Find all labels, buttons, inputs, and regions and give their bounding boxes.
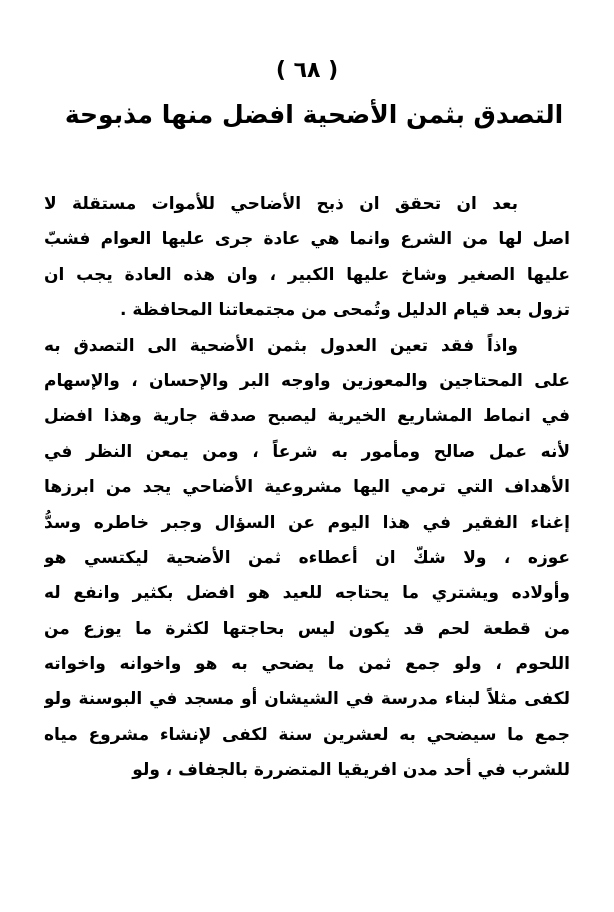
page-number: ( ٦٨ ) [275, 58, 339, 83]
text-line: عوزه ، ولا شكّ ان أعطاءه ثمن الأضحية ليكتسي هو [44, 547, 570, 568]
text-line: الأهداف التي ترمي اليها مشروعية الأضاحي يجد من ابرزها [44, 477, 570, 498]
text-line: في انماط المشاريع الخيرية ليصبح صدقة جارية وهذا افضل [44, 406, 570, 427]
body-text [44, 187, 570, 789]
text-line: واذاً فقد تعين العدول بثمن الأضحية الى التصدق به [44, 335, 518, 356]
text-line: اصل لها من الشرع وانما هي عادة جرى عليها العوام فشبّ [44, 229, 570, 250]
text-line: للشرب في أحد مدن افريقيا المتضررة بالجفاف ، ولو [132, 760, 570, 781]
text-line: على المحتاجين والمعوزين واوجه البر والإحسان ، والإسهام [44, 370, 570, 391]
text-line: جمع ما سيضحي به لعشرين سنة لكفى لإنشاء مشروع مياه [44, 724, 570, 745]
text-line: لأنه عمل صالح ومأمور به شرعاً ، ومن يمعن النظر في [44, 441, 570, 462]
text-line: من قطعة لحم قد يكون ليس بحاجتها لكثرة ما يوزع من [44, 618, 570, 639]
text-line: لكفى مثلاً لبناء مدرسة في الشيشان أو مسجد في البوسنة ولو [44, 689, 570, 710]
text-line: تزول بعد قيام الدليل وتُمحى من مجتمعاتنا المحافظة . [120, 300, 570, 321]
text-line: بعد ان تحقق ان ذبح الأضاحي للأموات مستقلة لا [44, 194, 518, 214]
text-line: وأولاده ويشتري ما يحتاجه للعيد هو افضل بكثير وانفع له [44, 583, 570, 604]
text-line: عليها الصغير وشاخ عليها الكبير ، وان هذه العادة يجب ان [44, 264, 570, 285]
text-line: إغناء الفقير في هذا اليوم عن السؤال وجبر خاطره وسدُّ [44, 512, 570, 533]
text-line: اللحوم ، ولو جمع ثمن ما يضحي به هو واخوانه واخواته [44, 654, 570, 675]
page-title: التصدق بثمن الأضحية افضل منها مذبوحة [64, 100, 564, 129]
